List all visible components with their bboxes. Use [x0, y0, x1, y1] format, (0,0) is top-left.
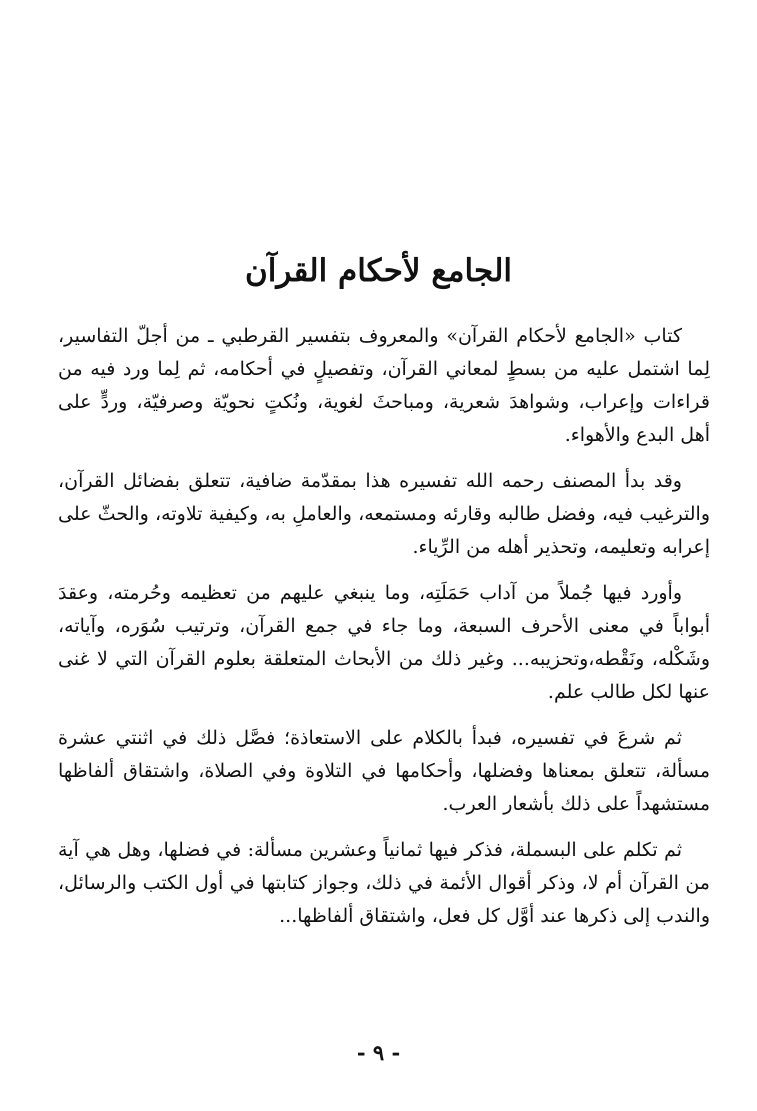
paragraph-4: ثم شرعَ في تفسيره، فبدأ بالكلام على الاستعاذة؛ فصَّل ذلك في اثنتي عشرة مسألة، تتعلق بمعناها وفضلها، وأحكامها في التلاوة وفي الصلاة، واشتقاق ألفاظها مستشهداً على ذلك بأشعار العرب.	[58, 727, 710, 815]
body-text	[58, 320, 710, 933]
paragraph-1: كتاب «الجامع لأحكام القرآن» والمعروف بتفسير القرطبي ـ من أجلّ التفاسير، لِما اشتمل عليه من بسطٍ لمعاني القرآن، وتفصيلٍ في أحكامه، ثم لِما ورد فيه من قراءات وإعراب، وشواهدَ شعرية، ومباحثَ لغوية، ونُكتٍ نحويّة وصرفيّة، وردٍّ على أهل البدع والأهواء.	[58, 325, 710, 446]
paragraph-5: ثم تكلم على البسملة، فذكر فيها ثمانياً وعشرين مسألة: في فضلها، وهل هي آية من القرآن أم لا، وذكر أقوال الأئمة في ذلك، وجواز كتابتها في أول الكتب والرسائل، والندب إلى ذكرها عند أوَّل كل فعل، واشتقاق ألفاظها...	[58, 839, 710, 927]
paragraph-3: وأورد فيها جُملاً من آداب حَمَلَتِه، وما ينبغي عليهم من تعظيمه وحُرمته، وعقدَ أبواباً في معنى الأحرف السبعة، وما جاء في جمع القرآن، وترتيب سُوَره، وآياته، وشَكْله، ونَقْطه،وتحزيبه... وغير ذلك من الأبحاث المتعلقة بعلوم القرآن التي لا غنى عنها لكل طالب علم.	[58, 582, 710, 703]
page-title: الجامع لأحكام القرآن	[244, 253, 513, 289]
page-number: - ٩ -	[356, 1040, 401, 1065]
paragraph-2: وقد بدأ المصنف رحمه الله تفسيره هذا بمقدّمة ضافية، تتعلق بفضائل القرآن، والترغيب فيه، وفضل طالبه وقارئه ومستمعه، والعاملِ به، وكيفية تلاوته، والحثّ على إعرابه وتعليمه، وتحذير أهله من الرِّياء.	[58, 470, 710, 558]
